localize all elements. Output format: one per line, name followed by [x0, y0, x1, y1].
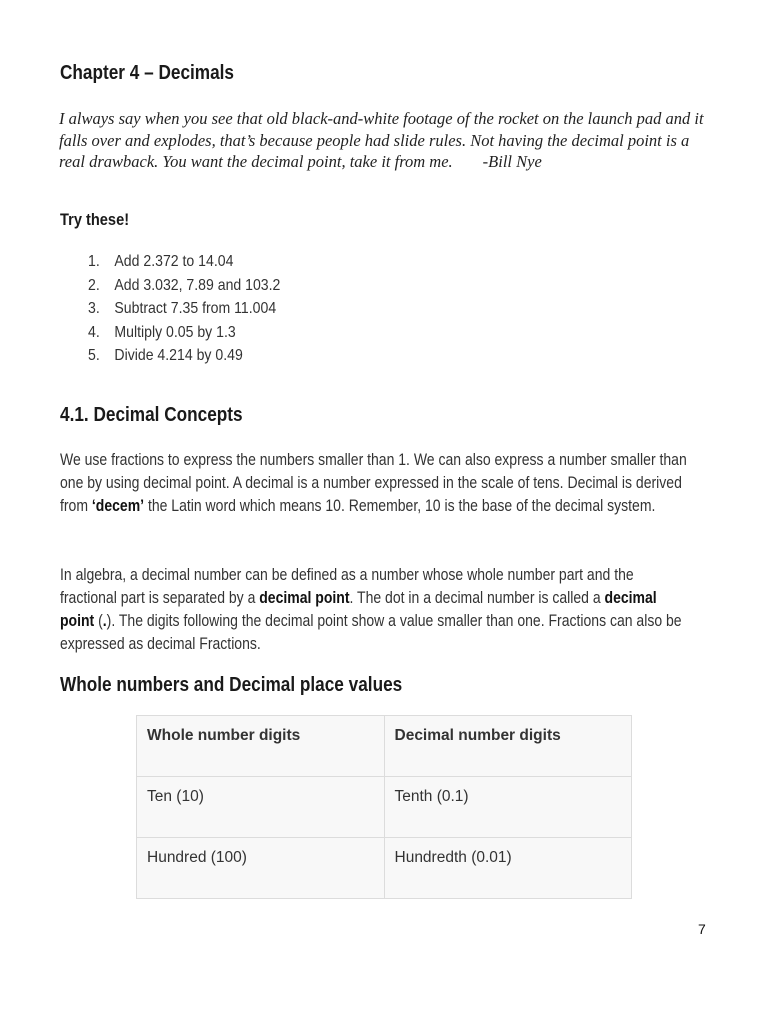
- header-text: Whole number digits: [147, 727, 301, 744]
- exercise-item: [88, 250, 440, 274]
- bold-term: decimal point: [259, 589, 350, 607]
- text-run: the Latin word which means 10. Remember, 10 is the base of the decimal system.: [144, 497, 656, 515]
- place-values-table: [136, 715, 632, 899]
- exercise-list: [88, 250, 488, 368]
- exercise-number: 2.: [88, 276, 100, 294]
- exercise-number: 3.: [88, 300, 100, 317]
- exercise-item: [88, 297, 440, 321]
- text-run: We use fractions to express the numbers smaller than 1. We can also express a number smaller than one by using decimal point. A decimal is a number expressed in the scale of tens. Decimal is derived from: [60, 451, 687, 515]
- text-run: (: [94, 612, 103, 630]
- header-text: Decimal number digits: [394, 727, 561, 744]
- cell-text: Hundred (100): [147, 849, 247, 866]
- exercise-number: 4.: [88, 323, 100, 341]
- exercise-text: Multiply 0.05 by 1.3: [114, 323, 236, 341]
- text-run: ). The digits following the decimal point show a value smaller than one. Fractions can also be expressed as decimal Fractions.: [60, 612, 682, 653]
- place-values-heading: Whole numbers and Decimal place values: [60, 674, 403, 696]
- exercise-item: [88, 344, 440, 368]
- try-these-heading: Try these!: [60, 210, 130, 229]
- exercise-text: Add 3.032, 7.89 and 103.2: [114, 276, 281, 294]
- table-cell: [384, 838, 632, 899]
- quote-text: I always say when you see that old black-and-white footage of the rocket on the launch pad and it falls over and explodes, that’s because people had slide rules. Not having the decimal point is a real drawback. You want the decimal point, take it from me.: [59, 109, 704, 171]
- table-cell: [384, 777, 632, 838]
- section-heading: 4.1. Decimal Concepts: [60, 404, 243, 426]
- quote-attribution: -Bill Nye: [482, 152, 542, 171]
- exercise-number: 1.: [88, 253, 100, 270]
- table-row: [137, 777, 632, 838]
- decimal-concepts-paragraph-1: [60, 449, 692, 518]
- page-number: 7: [698, 921, 706, 937]
- exercise-text: Subtract 7.35 from 11.004: [114, 300, 277, 317]
- exercise-item: [88, 274, 440, 298]
- bold-term: .: [102, 612, 107, 630]
- table-header-cell: [384, 716, 632, 777]
- bold-term: decimal point: [60, 589, 657, 630]
- decimal-concepts-paragraph-2: [60, 564, 692, 656]
- chapter-title: Chapter 4 – Decimals: [60, 62, 235, 84]
- exercise-item: [88, 321, 440, 345]
- exercise-number: 5.: [88, 347, 100, 364]
- table-cell: [137, 777, 385, 838]
- bold-term: ‘decem’: [91, 497, 145, 515]
- exercise-text: Add 2.372 to 14.04: [114, 253, 234, 270]
- text-run: In algebra, a decimal number can be defined as a number whose whole number part and the fractional part is separated by a: [60, 566, 634, 607]
- text-run: . The dot in a decimal number is called a: [349, 589, 605, 607]
- cell-text: Hundredth (0.01): [394, 849, 512, 866]
- table-header-row: [137, 716, 632, 777]
- cell-text: Tenth (0.1): [394, 788, 469, 805]
- cell-text: Ten (10): [147, 788, 204, 805]
- table-cell: [137, 838, 385, 899]
- epigraph-quote: [59, 108, 719, 173]
- exercise-text: Divide 4.214 by 0.49: [114, 347, 243, 364]
- table-row: [137, 838, 632, 899]
- table-header-cell: [137, 716, 385, 777]
